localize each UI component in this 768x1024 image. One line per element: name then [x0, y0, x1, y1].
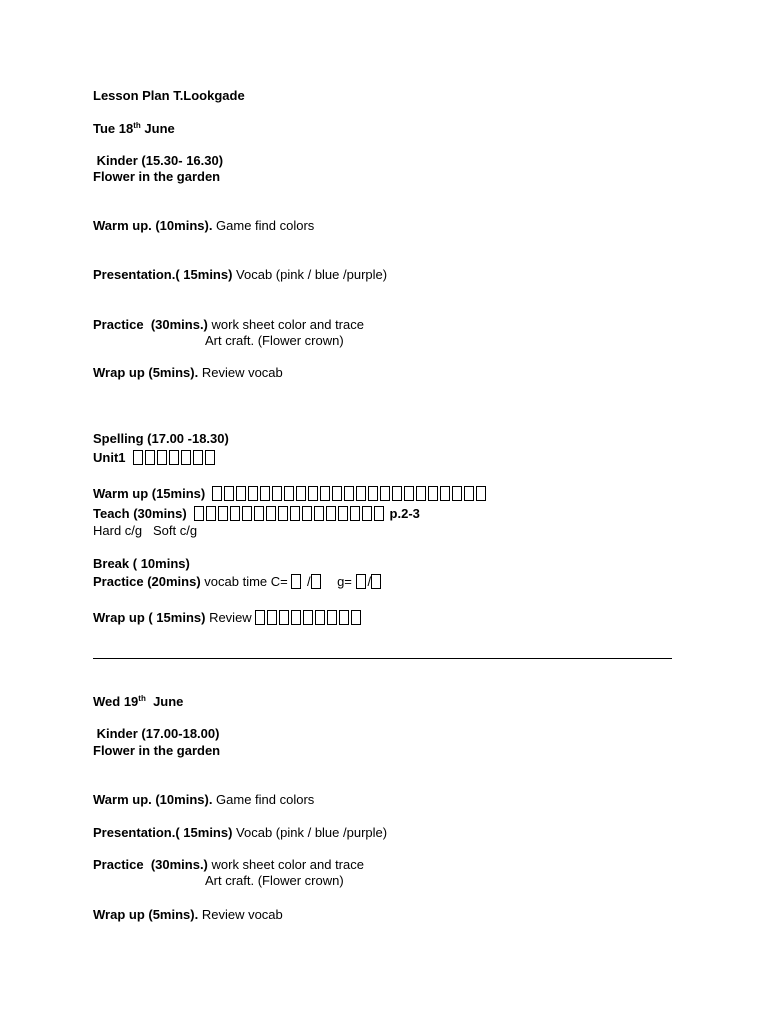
day2-date-sup: th [138, 694, 146, 703]
day1-date-suffix: June [140, 121, 175, 136]
day2-kinder-practice-text2: Art craft. (Flower crown) [205, 873, 344, 888]
day2-kinder-warmup [93, 792, 314, 808]
document-title: Lesson Plan T.Lookgade [93, 88, 245, 103]
day1-kinder-presentation-label: Presentation.( 15mins) [93, 267, 233, 282]
missing-glyph-boxes [212, 486, 488, 501]
day1-kinder-practice-text2: Art craft. (Flower crown) [205, 333, 344, 348]
spelling-practice-g: g= [337, 574, 352, 589]
day2-kinder-warmup-text: Game find colors [212, 792, 315, 807]
day1-kinder-presentation [93, 267, 387, 283]
day1-kinder-warmup [93, 218, 314, 234]
day1-kinder-topic: Flower in the garden [93, 169, 221, 184]
spelling-warmup-label: Warm up (15mins) [93, 486, 206, 501]
day2-kinder-wrapup [93, 907, 283, 923]
day2-date-suffix: June [145, 694, 184, 709]
day2-kinder-presentation [93, 825, 387, 841]
spelling-unit-label: Unit1 [93, 450, 126, 465]
missing-glyph-boxes [194, 506, 386, 521]
missing-glyph-boxes [311, 574, 323, 589]
day1-date-prefix: Tue 18 [93, 121, 134, 136]
spelling-teach-page: p.2-3 [389, 506, 420, 521]
day2-kinder-heading: Kinder (17.00-18.00) [93, 726, 220, 741]
day2-kinder-practice-label: Practice (30mins.) [93, 857, 208, 872]
day2-kinder-practice-text: work sheet color and trace [207, 857, 364, 872]
day2-kinder-practice [93, 857, 364, 873]
day1-kinder-warmup-label: Warm up. (10mins). [93, 218, 213, 233]
day1-kinder-practice-label: Practice (30mins.) [93, 317, 208, 332]
day2-kinder-presentation-text: Vocab (pink / blue /purple) [232, 825, 388, 840]
spelling-warmup [93, 486, 488, 502]
day1-kinder-wrapup-label: Wrap up (5mins). [93, 365, 199, 380]
day2-date-prefix: Wed 19 [93, 694, 139, 709]
spelling-wrapup [93, 610, 363, 626]
day1-kinder-warmup-text: Game find colors [212, 218, 315, 233]
day1-kinder-heading: Kinder (15.30- 16.30) [93, 153, 224, 168]
spelling-practice-label: Practice (20mins) [93, 574, 201, 589]
spelling-wrapup-text: Review [205, 610, 252, 625]
day2-kinder-wrapup-text: Review vocab [198, 907, 283, 922]
spelling-break: Break ( 10mins) [93, 556, 190, 571]
day1-date-sup: th [133, 121, 141, 130]
spelling-unit [93, 450, 217, 466]
day1-kinder-practice [93, 317, 364, 333]
day1-kinder-practice-text: work sheet color and trace [207, 317, 364, 332]
missing-glyph-boxes [356, 574, 368, 589]
spelling-practice: Practice (20mins) vocab time C= / g= / [93, 574, 383, 590]
missing-glyph-boxes [133, 450, 217, 465]
spelling-hard-soft: Hard c/g Soft c/g [93, 523, 198, 538]
spelling-teach [93, 506, 420, 522]
spelling-teach-label: Teach (30mins) [93, 506, 187, 521]
missing-glyph-boxes [291, 574, 303, 589]
section-divider [93, 658, 672, 659]
day2-kinder-warmup-label: Warm up. (10mins). [93, 792, 213, 807]
day2-kinder-presentation-label: Presentation.( 15mins) [93, 825, 233, 840]
missing-glyph-boxes [255, 610, 363, 625]
day2-kinder-topic: Flower in the garden [93, 743, 221, 758]
spelling-wrapup-label: Wrap up ( 15mins) [93, 610, 206, 625]
spelling-heading: Spelling (17.00 -18.30) [93, 431, 229, 446]
day2-kinder-wrapup-label: Wrap up (5mins). [93, 907, 199, 922]
day2-date [93, 694, 183, 710]
day1-kinder-wrapup [93, 365, 283, 381]
day1-kinder-presentation-text: Vocab (pink / blue /purple) [232, 267, 388, 282]
day1-kinder-wrapup-text: Review vocab [198, 365, 283, 380]
spelling-practice-text: vocab time C= [200, 574, 288, 589]
day1-date [93, 121, 175, 137]
missing-glyph-boxes [371, 574, 383, 589]
